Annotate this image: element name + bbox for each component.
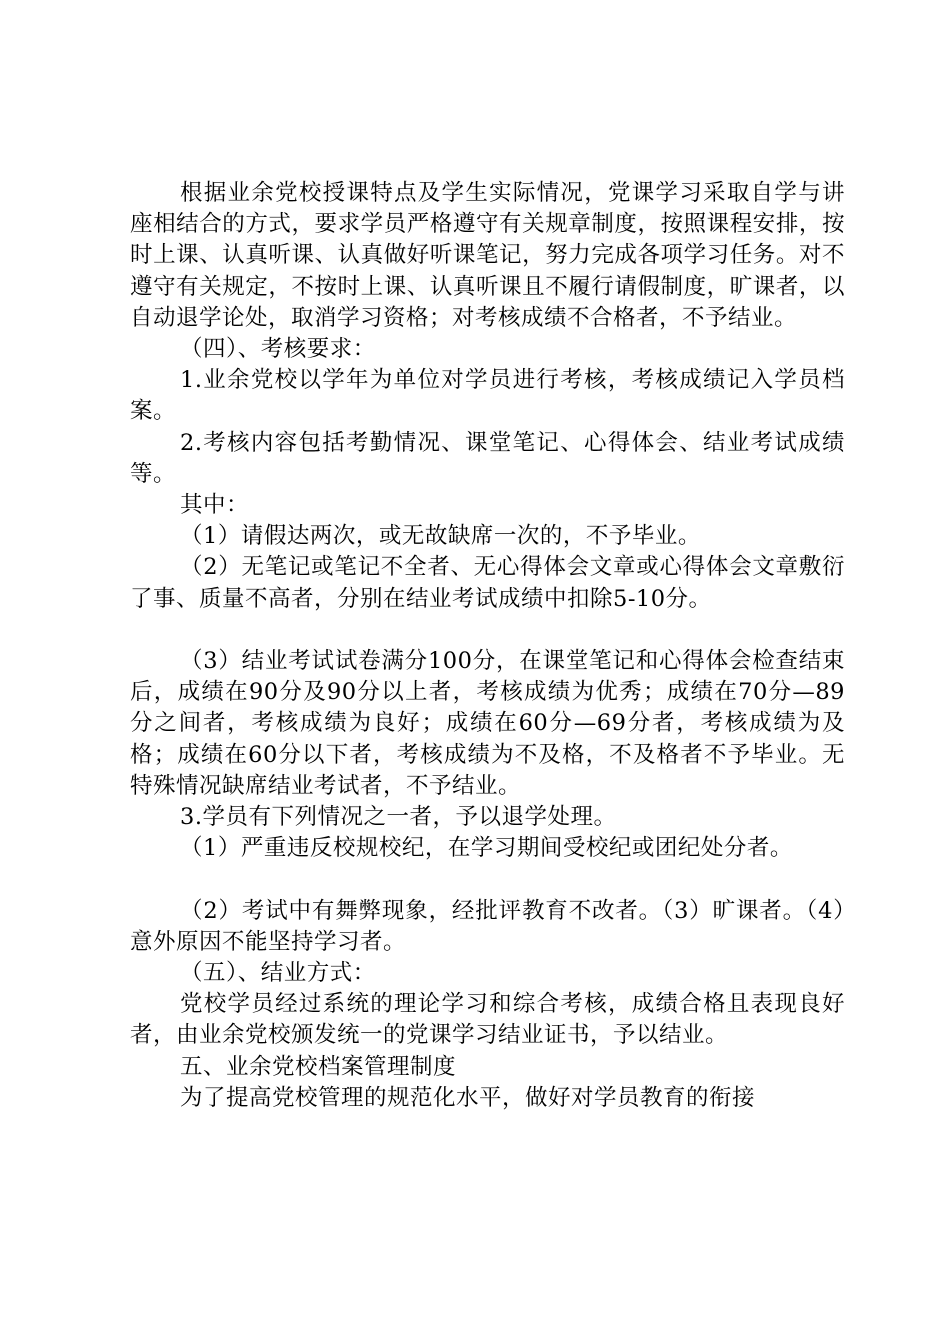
paragraph-among-them: 其中： <box>180 492 250 519</box>
paragraph-archive-intro: 为了提高党校管理的规范化水平，做好对学员教育的衔接 <box>180 1084 756 1111</box>
paragraph-assessment-2: 2.考核内容包括考勤情况、课堂笔记、心得体会、结业考试成绩等。 <box>130 429 845 487</box>
heading-archive-management: 五、业余党校档案管理制度 <box>180 1053 457 1080</box>
document-body <box>130 178 845 1114</box>
heading-assessment-requirements: （四）、考核要求： <box>180 336 376 363</box>
paragraph-graduation: 党校学员经过系统的理论学习和综合考核，成绩合格且表现良好者，由业余党校颁发统一的党课学习结业证书，予以结业。 <box>130 991 845 1049</box>
paragraph-item-exam: （3）结业考试试卷满分100分，在课堂笔记和心得体会检查结束后，成绩在90分及90分以上者，考核成绩为优秀；成绩在70分—89分之间者，考核成绩为良好；成绩在60分—69分者，考核成绩为及格；成绩在60分以下者，考核成绩为不及格，不及格者不予毕业。无特殊情况缺席结业考试者，不予结业。 <box>130 648 845 799</box>
paragraph-withdrawal: 3.学员有下列情况之一者，予以退学处理。 <box>180 804 617 831</box>
paragraph-withdrawal-item-1: （1）严重违反校规校纪，在学习期间受校纪或团纪处分者。 <box>180 835 793 862</box>
paragraph-item-notes: （2）无笔记或笔记不全者、无心得体会文章或心得体会文章敷衍了事、质量不高者，分别在结业考试成绩中扣除5-10分。 <box>130 554 845 612</box>
paragraph-item-leave: （1）请假达两次，或无故缺席一次的，不予毕业。 <box>180 523 701 550</box>
paragraph-assessment-1: 1.业余党校以学年为单位对学员进行考核，考核成绩记入学员档案。 <box>130 367 845 425</box>
paragraph-study-method: 根据业余党校授课特点及学生实际情况，党课学习采取自学与讲座相结合的方式，要求学员严格遵守有关规章制度，按照课程安排，按时上课、认真听课、认真做好听课笔记，努力完成各项学习任务。对不遵守有关规定，不按时上课、认真听课且不履行请假制度，旷课者，以自动退学论处，取消学习资格；对考核成绩不合格者，不予结业。 <box>130 180 845 331</box>
heading-graduation-method: （五）、结业方式： <box>180 960 376 987</box>
paragraph-withdrawal-items-2-4: （2）考试中有舞弊现象，经批评教育不改者。（3）旷课者。（4）意外原因不能坚持学习者。 <box>130 897 845 955</box>
